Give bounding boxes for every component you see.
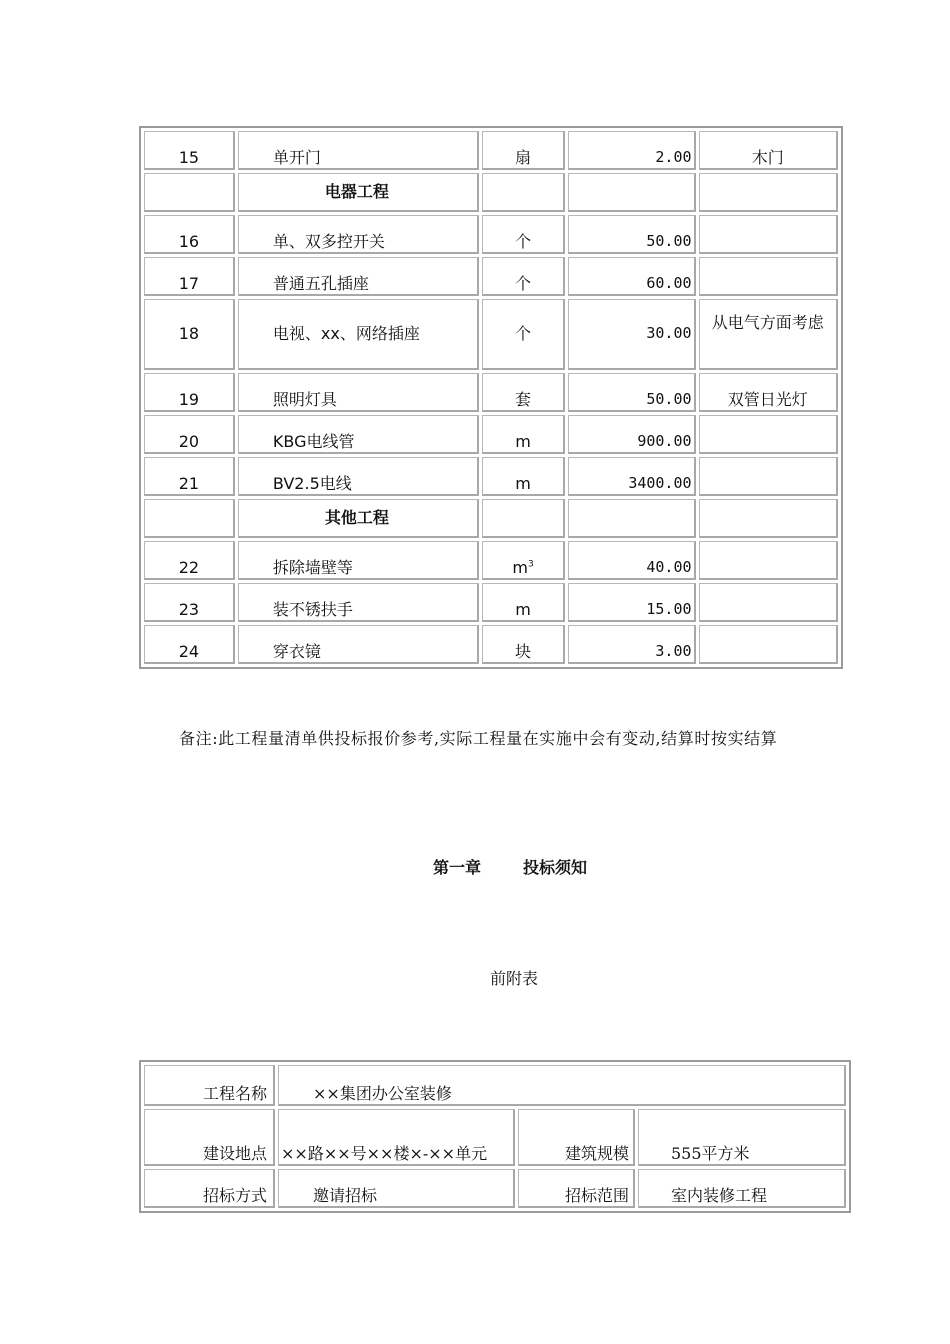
item-name: 单、双多控开关 xyxy=(238,215,479,254)
item-note xyxy=(699,583,838,622)
item-note: 双管日光灯 xyxy=(699,373,838,412)
item-unit: m xyxy=(482,457,565,496)
remark-paragraph: 备注:此工程量清单供投标报价参考,实际工程量在实施中会有变动,结算时按实结算 xyxy=(179,729,778,748)
item-note xyxy=(699,215,838,254)
item-quantity: 15.00 xyxy=(568,583,695,622)
item-note: 从电气方面考虑 xyxy=(699,299,838,370)
item-unit: m xyxy=(482,583,565,622)
section-qty-cell xyxy=(568,173,695,212)
item-name: 单开门 xyxy=(238,131,479,170)
chapter-number: 第一章 xyxy=(432,858,481,877)
scale-value: 555平方米 xyxy=(638,1109,846,1166)
item-name: KBG电线管 xyxy=(238,415,479,454)
section-title: 电器工程 xyxy=(238,173,479,212)
item-unit xyxy=(482,541,565,580)
unit-superscript: 3 xyxy=(527,559,534,570)
section-note-cell xyxy=(699,499,838,538)
project-name-value: ××集团办公室装修 xyxy=(278,1065,846,1106)
item-note xyxy=(699,457,838,496)
section-no-cell xyxy=(144,499,235,538)
item-number: 20 xyxy=(144,415,235,454)
item-quantity: 900.00 xyxy=(568,415,695,454)
item-name: 照明灯具 xyxy=(238,373,479,412)
section-note-cell xyxy=(699,173,838,212)
item-number: 17 xyxy=(144,257,235,296)
item-unit: 套 xyxy=(482,373,565,412)
section-no-cell xyxy=(144,173,235,212)
table-row xyxy=(144,373,838,412)
item-name: 穿衣镜 xyxy=(238,625,479,664)
item-unit: 个 xyxy=(482,257,565,296)
item-quantity: 30.00 xyxy=(568,299,695,370)
item-quantity: 40.00 xyxy=(568,541,695,580)
section-unit-cell xyxy=(482,173,565,212)
item-number: 18 xyxy=(144,299,235,370)
table-row xyxy=(144,257,838,296)
item-number: 21 xyxy=(144,457,235,496)
item-number: 19 xyxy=(144,373,235,412)
attached-table-title: 前附表 xyxy=(489,969,538,988)
method-value: 邀请招标 xyxy=(278,1169,515,1208)
scope-label: 招标范围 xyxy=(518,1169,635,1208)
item-note xyxy=(699,625,838,664)
table-row xyxy=(144,415,838,454)
info-row-method xyxy=(144,1169,846,1208)
chapter-title: 投标须知 xyxy=(523,858,588,877)
location-label: 建设地点 xyxy=(144,1109,275,1166)
item-number: 24 xyxy=(144,625,235,664)
item-unit: 块 xyxy=(482,625,565,664)
section-row xyxy=(144,173,838,212)
section-qty-cell xyxy=(568,499,695,538)
table-row xyxy=(144,215,838,254)
attached-info-table xyxy=(139,1060,851,1213)
table-row xyxy=(144,299,838,370)
item-quantity: 60.00 xyxy=(568,257,695,296)
section-unit-cell xyxy=(482,499,565,538)
item-number: 15 xyxy=(144,131,235,170)
project-name-label: 工程名称 xyxy=(144,1065,275,1106)
item-note xyxy=(699,257,838,296)
item-note: 木门 xyxy=(699,131,838,170)
item-number: 16 xyxy=(144,215,235,254)
item-unit: 扇 xyxy=(482,131,565,170)
item-name: 普通五孔插座 xyxy=(238,257,479,296)
item-number: 23 xyxy=(144,583,235,622)
quantity-table-body xyxy=(144,131,838,664)
item-unit: 个 xyxy=(482,299,565,370)
item-quantity: 50.00 xyxy=(568,373,695,412)
unit-base: m xyxy=(512,558,528,577)
item-number: 22 xyxy=(144,541,235,580)
quantity-table xyxy=(139,126,843,669)
item-quantity: 3400.00 xyxy=(568,457,695,496)
item-name: 拆除墙壁等 xyxy=(238,541,479,580)
table-row xyxy=(144,625,838,664)
scale-label: 建筑规模 xyxy=(518,1109,635,1166)
item-name: 装不锈扶手 xyxy=(238,583,479,622)
item-unit: m xyxy=(482,415,565,454)
table-row xyxy=(144,583,838,622)
section-row xyxy=(144,499,838,538)
info-row-project-name xyxy=(144,1065,846,1106)
table-row xyxy=(144,541,838,580)
item-name: 电视、xx、网络插座 xyxy=(238,299,479,370)
location-value: ××路××号××楼×-××单元 xyxy=(281,1144,488,1163)
item-name: BV2.5电线 xyxy=(238,457,479,496)
item-quantity: 50.00 xyxy=(568,215,695,254)
item-quantity: 3.00 xyxy=(568,625,695,664)
item-note xyxy=(699,541,838,580)
item-quantity: 2.00 xyxy=(568,131,695,170)
method-label: 招标方式 xyxy=(144,1169,275,1208)
chapter-heading xyxy=(0,855,950,878)
item-note xyxy=(699,415,838,454)
scope-value: 室内装修工程 xyxy=(638,1169,846,1208)
location-cell xyxy=(278,1109,515,1166)
info-row-location xyxy=(144,1109,846,1166)
section-title: 其他工程 xyxy=(238,499,479,538)
table-row xyxy=(144,457,838,496)
item-unit: 个 xyxy=(482,215,565,254)
table-row xyxy=(144,131,838,170)
